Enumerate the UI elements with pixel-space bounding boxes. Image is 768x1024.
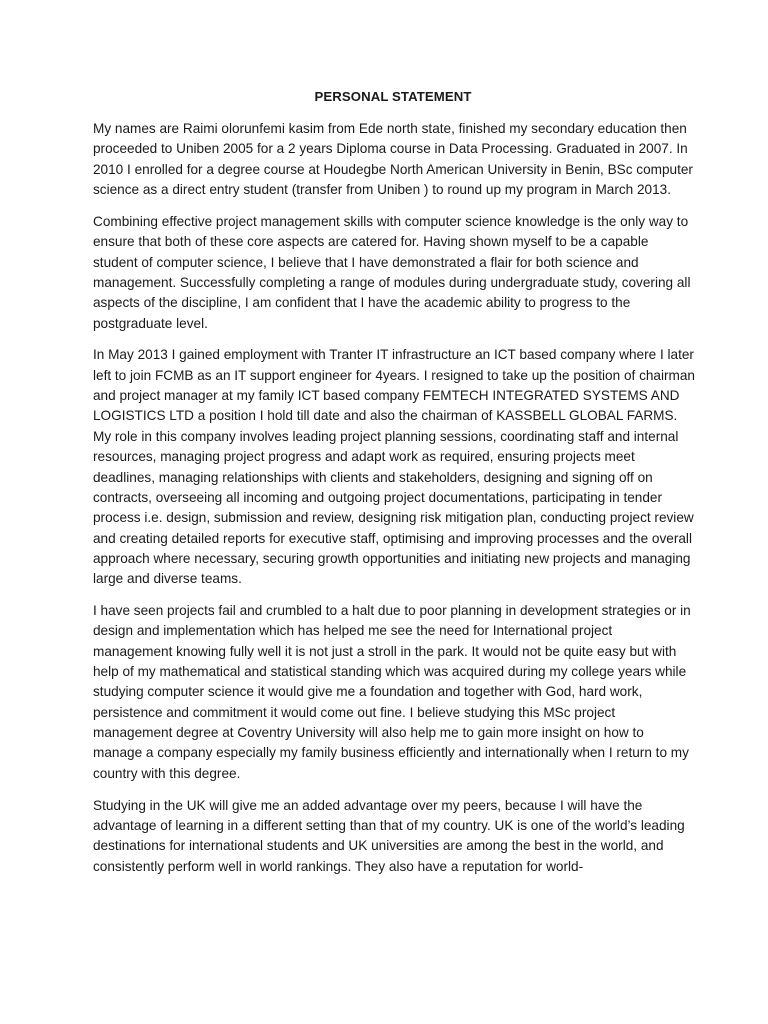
paragraph-uk-study: Studying in the UK will give me an added advantage over my peers, because I will have the advantage of learning in a different setting than that of my country. UK is one of the world’s leading destinations for international students and UK universities are among the best in the world, and consistently perform well in world rankings. They also have a reputation for world- (93, 797, 685, 874)
document-title: PERSONAL STATEMENT (314, 89, 472, 104)
paragraph-motivation: I have seen projects fail and crumbled to a halt due to poor planning in development strategies or in design and implementation which has helped me see the need for International project management knowing fully well it is not just a stroll in the park. It would not be quite easy but with help of my mathematical and statistical standing which was acquired during my college years while studying computer science it would give me a foundation and together with God, hard work, persistence and commitment it would come out fine. I believe studying this MSc project management degree at Coventry University will also help me to gain more insight on how to manage a company especially my family business efficiently and internationally when I return to my country with this degree. (93, 603, 691, 781)
paragraph-background: My names are Raimi olorunfemi kasim from Ede north state, finished my secondary education then proceeded to Uniben 2005 for a 2 years Diploma course in Data Processing. Graduated in 2007. In 2010 I enrolled for a degree course at Houdegbe North American University in Benin, BSc computer science as a direct entry student (transfer from Uniben ) to round up my program in March 2013. (93, 121, 693, 198)
paragraph-skills: Combining effective project management skills with computer science knowledge is the only way to ensure that both of these core aspects are catered for. Having shown myself to be a capable student of computer science, I believe that I have demonstrated a flair for both science and management. Successfully completing a range of modules during undergraduate study, covering all aspects of the discipline, I am confident that I have the academic ability to progress to the postgraduate level. (93, 213, 691, 331)
paragraph-employment: In May 2013 I gained employment with Tranter IT infrastructure an ICT based company where I later left to join FCMB as an IT support engineer for 4years. I resigned to take up the position of chairman and project manager at my family ICT based company FEMTECH INTEGRATED SYSTEMS AND LOGISTICS LTD a position I hold till date and also the chairman of KASSBELL GLOBAL FARMS. My role in this company involves leading project planning sessions, coordinating staff and internal resources, managing project progress and adapt work as required, ensuring projects meet deadlines, managing relationships with clients and stakeholders, designing and signing off on contracts, overseeing all incoming and outgoing project documentations, participating in tender process i.e. design, submission and review, designing risk mitigation plan, conducting project review and creating detailed reports for executive staff, optimising and improving processes and the overall approach where necessary, securing growth opportunities and initiating new projects and managing large and diverse teams. (93, 347, 695, 587)
document-body (93, 119, 695, 889)
